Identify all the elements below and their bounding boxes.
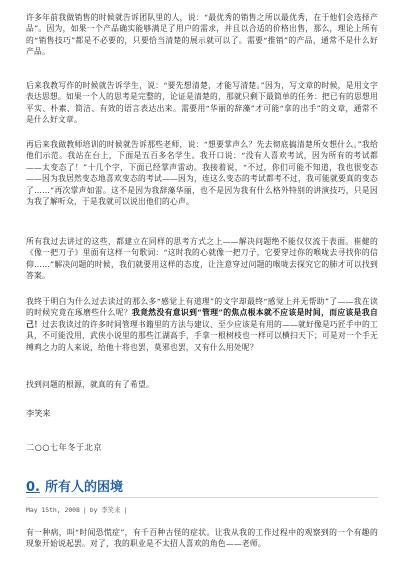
meta-separator: | — [82, 506, 87, 514]
meta-separator-end: | — [123, 506, 128, 514]
post-author: 李笑来 — [101, 506, 121, 514]
author-signature: 李笑来 — [26, 408, 51, 418]
paragraph-writing: 后来我教写作的时候就告诉学生，说：“要先想清楚，才能写清楚。”因为，写文章的时候，是用文字表达思想。如果一个人的思考是完整的，论证是清楚的，那就只剩下最简单的任务：把已有的思想用平实、朴素、简洁、有效的语言表达出来。需要用“华丽的辞藻”才可能“拿的出手”的文章，通常不是什么好文章。 — [26, 81, 378, 125]
chapter-title-text: 所有人的困境 — [44, 480, 123, 495]
chapter-first-paragraph: 有一种病，叫“时间恐慌症”，有千百种古怪的症状。让我从我的工作过程中的观察到的一个有趣的现象开始说起罢。对了，我的职业是不太招人喜欢的角色——老师。 — [26, 528, 378, 549]
post-meta — [26, 505, 130, 514]
chapter-heading[interactable] — [26, 476, 123, 495]
paragraph-hope: 找到问题的根源，就真的有了希望。 — [26, 380, 154, 389]
post-date: May 15th, 2008 — [26, 506, 80, 514]
paragraph-sales: 许多年前我做销售的时候就告诉团队里的人，说：“最优秀的销售之所以最优秀，在于他们会选择产品”。因为，如果一个产品确实能够满足了用户的需求，并且以合适的价格出售，那么，理论上所有的“销售技巧”都是不必要的，只要恰当清楚的展示就可以了。需要“推销”的产品，通常不是什么好产品。 — [26, 13, 378, 57]
paragraph-teacher-training: 再后来我做教师培训的时候就告诉那些老师，说：“想要掌声么？先去彻底搞清楚所女想什么。”我给他们示范。我站在台上，下面是五百多名学生。我开口说：“没有人喜欢考试，因为所有的考试都——太变态了！”十几个字，下面已经掌声雷动。我接着说，“不过，你们可能不知道，我也很变态——因为我居然变态地喜欢变态的考试——因为，连这么变态的考试都考不过，我可能就要真的变态了……”再次掌声如雷。这不是因为我辞藻华丽，也不是因为我有什么格外特别的讲演技巧，只是因为我了解听众，于是我就可以说出他们的心声。 — [26, 140, 378, 207]
paragraph-realization: 我终于明白为什么过去读过的那么多“感觉上有道理”的文字却最终“感觉上并无帮助”了——我在读的时候究竟在琢磨些什么呢？我竟然没有意识到“管理”的焦点根本就不应该是时间，而应该是我自己！过去我读过的许多时间管理书籍里的方法与建议、至少应该是有用的——就好像是巧匠手中的工具，不可能没用，武侠小说里的那些江湖高手，手拿一根树枝也一样可以横扫天下；可是对一个手无缚鸡之力的人来说，给他十将也罢，莫邪也罢，又有什么用处呢？ — [26, 297, 378, 352]
dateline: 二○○七年冬于北京 — [26, 442, 103, 452]
heading-divider — [26, 497, 378, 498]
paragraph-thinking-method: 所有我过去讲过的这些，都建立在同样的思考方式之上——解决问题绝不能仅仅流于表面。崔健的《像一把刀子》里面有这样一句歌词：“这时我的心就像一把刀子，它要穿过你的喉咙去寻找你的信仰……”解决问题的时候，我们就要用这样的态度，让注意穿过问题的喉咙去探究它的肺才可以找到答案。 — [26, 237, 378, 281]
chapter-number: 0. — [26, 480, 40, 495]
emphasized-sentence: 我竟然没有意识到“管理”的焦点根本就不应该是时间，而应该是我自己！ — [26, 308, 378, 329]
by-label: by — [89, 506, 98, 514]
